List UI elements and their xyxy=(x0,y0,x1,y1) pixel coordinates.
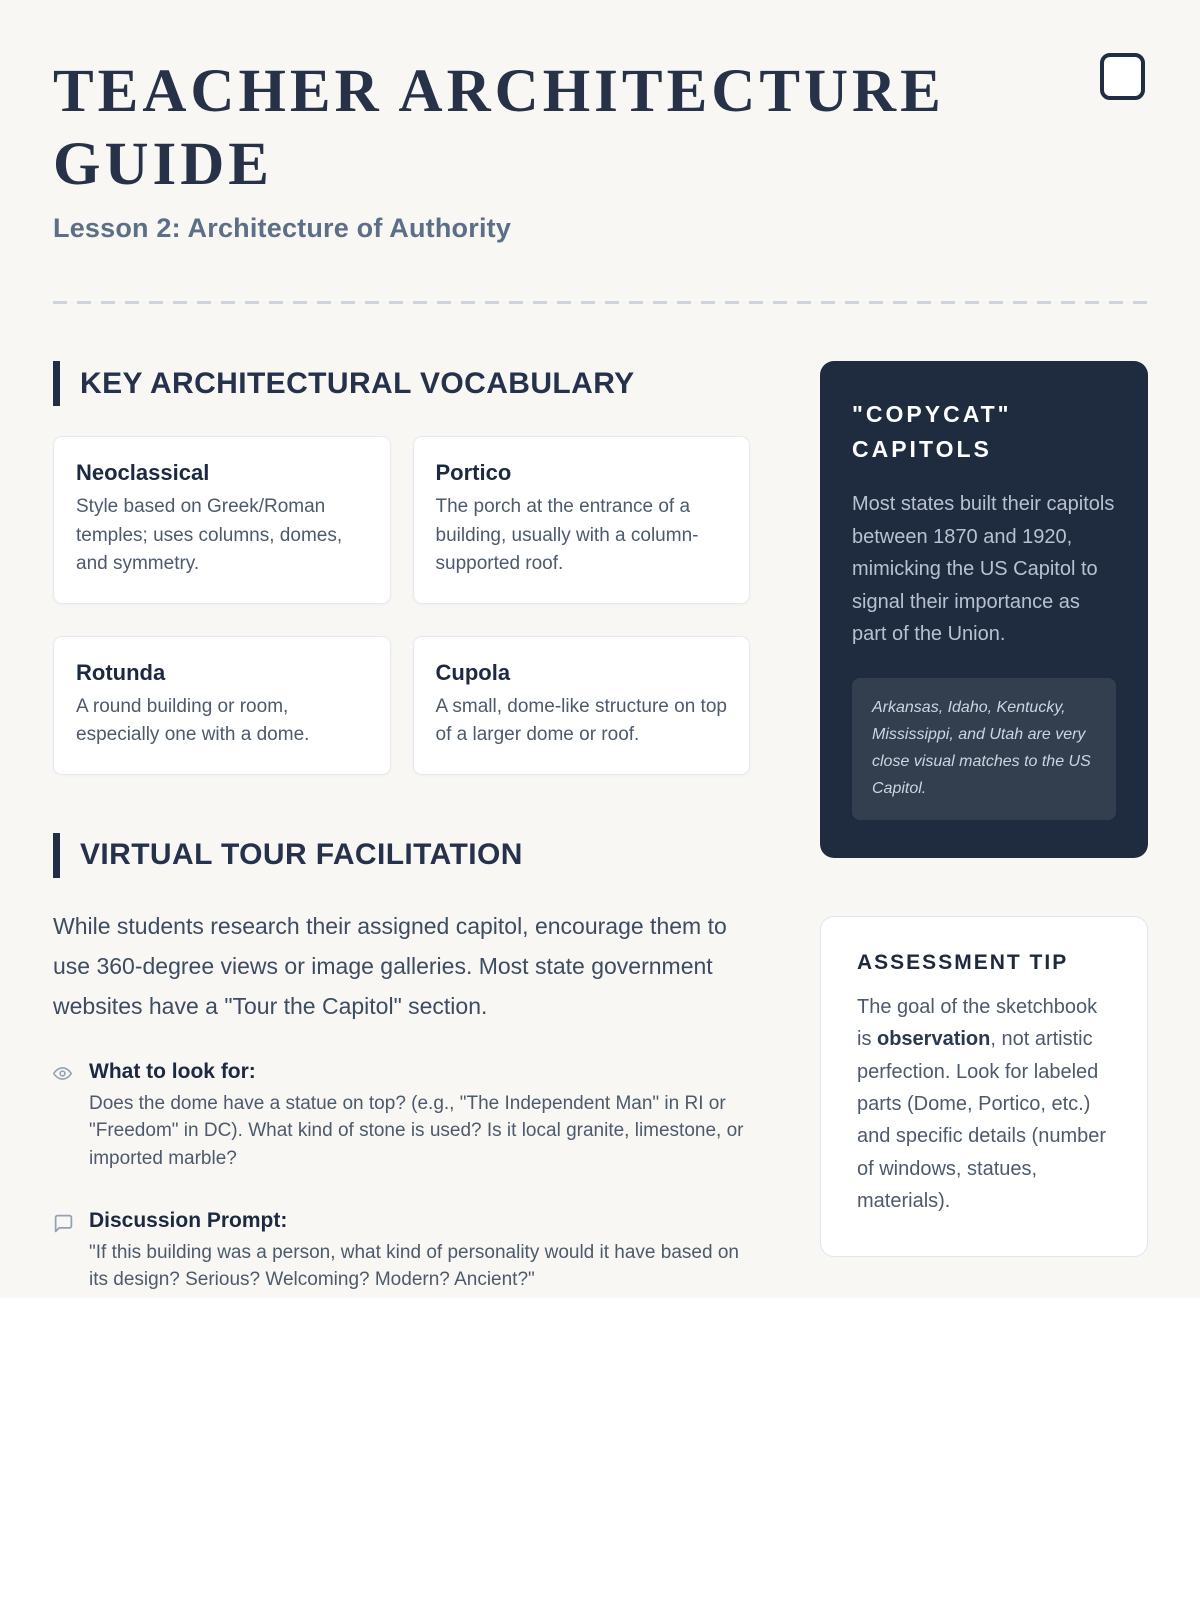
sidebar xyxy=(820,361,1148,1256)
page-title: TEACHER ARCHITECTURE GUIDE xyxy=(53,58,945,199)
checkbox-icon[interactable] xyxy=(1100,53,1145,100)
assessment-tip-title: ASSESSMENT TIP xyxy=(857,950,1069,974)
tip-body-post: , not artistic perfection. Look for labeled parts (Dome, Portico, etc.) and specific details (number of windows, statues, materials). xyxy=(857,1028,1107,1213)
list-item-body xyxy=(89,1060,750,1173)
speech-bubble-icon xyxy=(53,1209,89,1294)
left-column xyxy=(53,361,750,1298)
list-item-title: What to look for: xyxy=(89,1059,256,1083)
vocab-card-neoclassical xyxy=(53,436,391,604)
tour-section xyxy=(53,833,750,1294)
copycat-card-body: Most states built their capitols between 1870 and 1920, mimicking the US Capitol to signal their importance as part of the Union. xyxy=(852,493,1115,645)
dashed-divider xyxy=(53,301,1148,304)
vocab-definition: A small, dome-like structure on top of a larger dome or roof. xyxy=(435,695,727,746)
copycat-capitols-card xyxy=(820,361,1148,857)
page-subtitle: Lesson 2: Architecture of Authority xyxy=(53,213,512,244)
list-item-text: Does the dome have a statue on top? (e.g., "The Independent Man" in RI or "Freedom" in DC). What kind of stone is used? Is it local granite, limestone, or imported marble? xyxy=(89,1092,744,1170)
tour-heading-text: VIRTUAL TOUR FACILITATION xyxy=(80,838,523,872)
vocab-definition: The porch at the entrance of a building, usually with a column-supported roof. xyxy=(435,496,699,575)
heading-accent-bar xyxy=(53,833,60,878)
vocabulary-heading-text: KEY ARCHITECTURAL VOCABULARY xyxy=(80,366,635,400)
tip-body-pre: The goal of the sketchbook is xyxy=(857,995,1098,1051)
list-item-title: Discussion Prompt: xyxy=(89,1208,288,1232)
list-item-text: "If this building was a person, what kind of personality would it have based on its design? Serious? Welcoming? Modern? Ancient?" xyxy=(89,1241,739,1291)
vocab-definition: A round building or room, especially one with a dome. xyxy=(76,695,310,746)
main-content xyxy=(53,361,1148,1298)
vocab-term: Cupola xyxy=(435,659,511,685)
heading-accent-bar xyxy=(53,361,60,406)
assessment-tip-card xyxy=(820,916,1148,1257)
tour-section-heading xyxy=(53,833,750,878)
vocab-term: Portico xyxy=(435,460,512,486)
eye-icon xyxy=(53,1060,89,1173)
vocab-card-rotunda xyxy=(53,636,391,775)
list-item-discussion-prompt xyxy=(53,1209,750,1294)
list-item-what-to-look-for xyxy=(53,1060,750,1173)
vocabulary-section-heading xyxy=(53,361,750,406)
list-item-body xyxy=(89,1209,750,1294)
tip-body-bold: observation xyxy=(877,1028,991,1051)
tour-list xyxy=(53,1060,750,1294)
vocab-definition: Style based on Greek/Roman temples; uses columns, domes, and symmetry. xyxy=(76,496,343,575)
tour-intro-paragraph: While students research their assigned capitol, encourage them to use 360-degree views or image galleries. Most state government websites have a "Tour the Capitol" section. xyxy=(53,912,727,1019)
vocab-term: Rotunda xyxy=(76,659,166,685)
vocab-card-cupola xyxy=(413,636,751,775)
vocab-term: Neoclassical xyxy=(76,460,210,486)
copycat-card-note: Arkansas, Idaho, Kentucky, Mississippi, and Utah are very close visual matches to the US Capitol. xyxy=(852,678,1116,820)
vocabulary-card-grid xyxy=(53,436,750,775)
copycat-card-title: "COPYCAT" CAPITOLS xyxy=(852,401,1012,462)
assessment-tip-body xyxy=(857,991,1111,1218)
vocab-card-portico xyxy=(413,436,751,604)
